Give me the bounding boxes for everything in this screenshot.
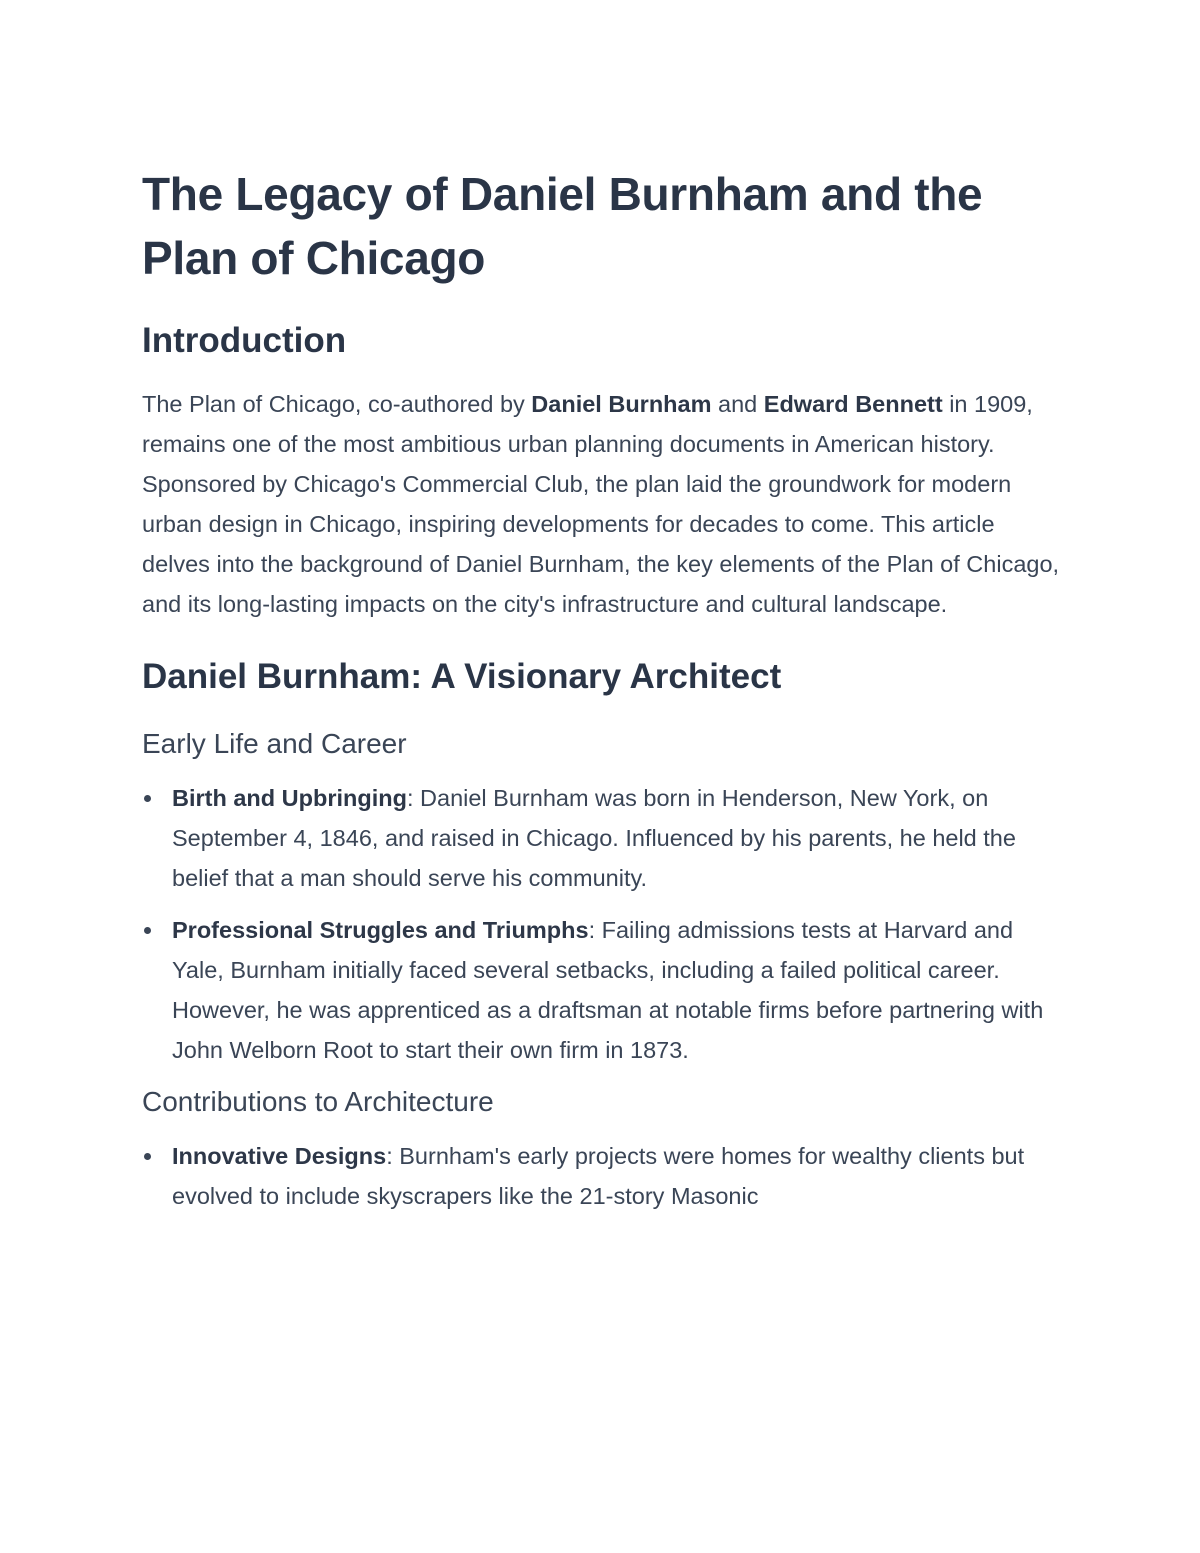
list-item-text: : Daniel Burnham was born in Henderson, New York, on September 4, 1846, and raised in Chicago. Influenced by his parents, he held the belief that a man should serve his community. xyxy=(172,785,1016,891)
list-item xyxy=(142,778,1062,898)
intro-text-3: in 1909, remains one of the most ambitious urban planning documents in American history. Sponsored by Chicago's Commercial Club, the plan laid the groundwork for modern urban design in Chicago, inspiring developments for decades to come. This article delves into the background of Daniel Burnham, the key elements of the Plan of Chicago, and its long-lasting impacts on the city's infrastructure and cultural landscape. xyxy=(142,391,1060,617)
bullet-icon xyxy=(144,927,151,934)
list-item xyxy=(142,1136,1062,1216)
list-item xyxy=(142,910,1062,1070)
list-item-text: : Failing admissions tests at Harvard and Yale, Burnham initially faced several setbacks, including a failed political career. However, he was apprenticed as a draftsman at notable firms before partnering with John Welborn Root to start their own firm in 1873. xyxy=(172,917,1044,1063)
list-item-text: : Burnham's early projects were homes for wealthy clients but evolved to include skyscrapers like the 21-story Masonic xyxy=(172,1143,1025,1209)
bullet-icon xyxy=(144,1153,151,1160)
intro-bold-burnham: Daniel Burnham xyxy=(531,391,712,417)
intro-bold-bennett: Edward Bennett xyxy=(763,391,943,417)
document-title: The Legacy of Daniel Burnham and the Plan of Chicago xyxy=(142,168,983,284)
section-heading-burnham: Daniel Burnham: A Visionary Architect xyxy=(142,657,782,696)
intro-text-2: and xyxy=(711,391,764,417)
early-life-list xyxy=(142,778,1062,1070)
contributions-list xyxy=(142,1136,1062,1216)
subheading-early-life: Early Life and Career xyxy=(142,728,407,759)
list-item-label: Innovative Designs xyxy=(172,1143,387,1169)
list-item-label: Professional Struggles and Triumphs xyxy=(172,917,589,943)
intro-text-1: The Plan of Chicago, co-authored by xyxy=(142,391,532,417)
list-item-label: Birth and Upbringing xyxy=(172,785,407,811)
subheading-contributions: Contributions to Architecture xyxy=(142,1086,494,1117)
intro-heading: Introduction xyxy=(142,321,347,360)
bullet-icon xyxy=(144,795,151,802)
document-page xyxy=(142,162,1062,1228)
intro-paragraph xyxy=(142,384,1062,624)
